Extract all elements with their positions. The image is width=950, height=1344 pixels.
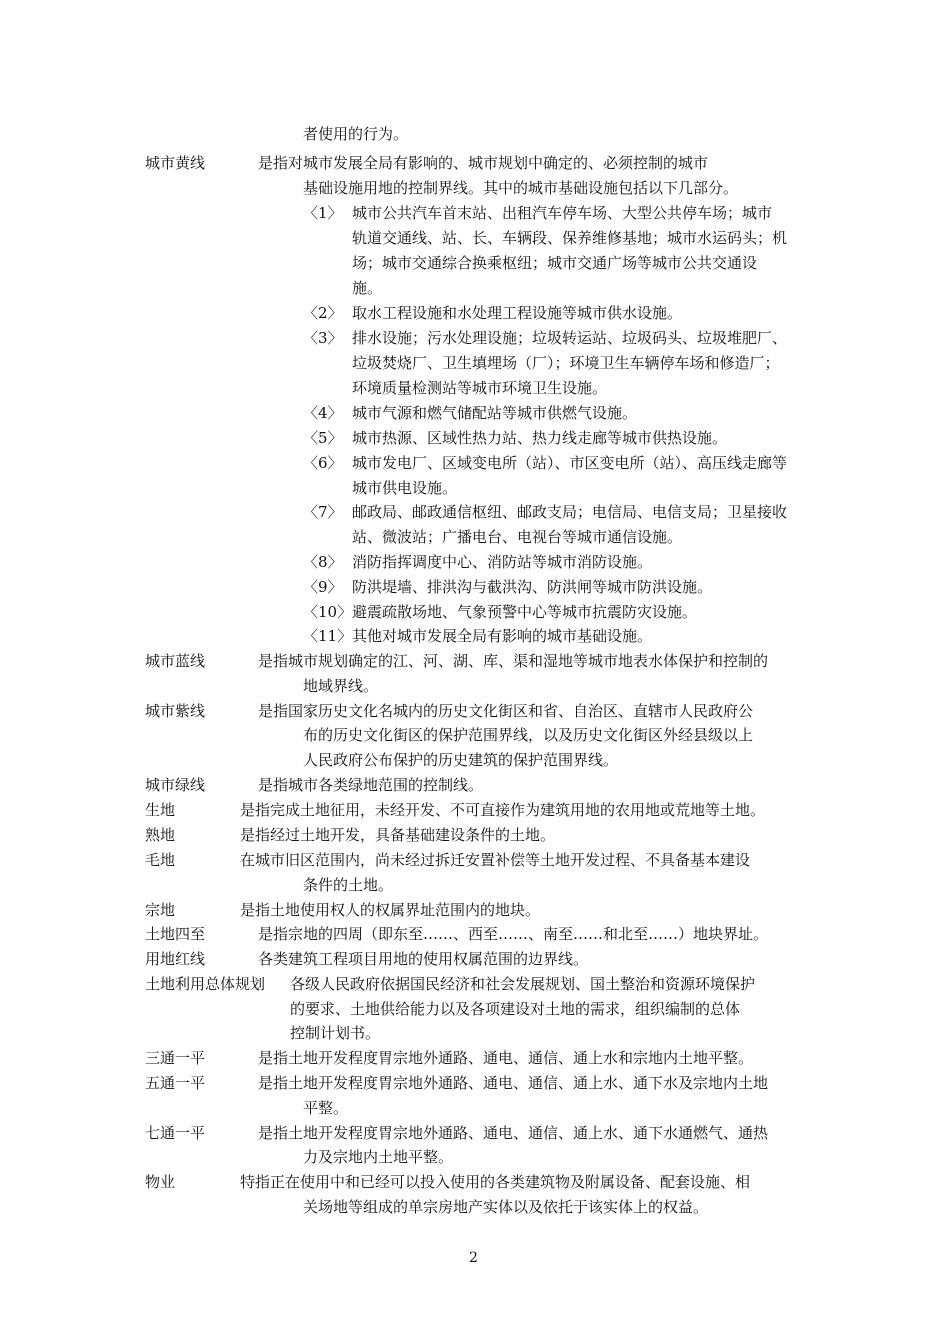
definition-line: 是指对城市发展全局有影响的、城市规划中确定的、必须控制的城市: [258, 154, 709, 172]
list-item-number: 〈4〉: [303, 404, 343, 422]
term-label: 毛地: [145, 851, 176, 869]
definition-line: 力及宗地内土地平整。: [303, 1148, 454, 1166]
term-label: 物业: [145, 1173, 176, 1191]
definition-line: 平整。: [303, 1099, 349, 1117]
definition-line: 各类建筑工程项目用地的使用权属范围的边界线。: [258, 950, 589, 968]
page-number: 2: [469, 1250, 478, 1266]
definition-line: 是指土地开发程度胃宗地外通路、通电、通信、通上水和宗地内土地平整。: [258, 1049, 754, 1067]
definition-line: 是指土地开发程度胃宗地外通路、通电、通信、通上水、通下水通燃气、通热: [258, 1124, 769, 1142]
definition-line: 是指宗地的四周（即东至……、西至……、南至……和北至……）地块界址。: [258, 925, 769, 943]
list-item-line: 取水工程设施和水处理工程设施等城市供水设施。: [352, 304, 683, 322]
list-item-number: 〈3〉: [303, 329, 343, 347]
list-item-number: 〈9〉: [303, 578, 343, 596]
definition-line: 是指城市规划确定的江、河、湖、库、渠和湿地等城市地表水体保护和控制的: [258, 652, 769, 670]
definition-line: 是指土地使用权人的权属界址范围内的地块。: [240, 901, 541, 919]
definition-line: 是指城市各类绿地范围的控制线。: [258, 776, 484, 794]
list-item-line: 城市供电设施。: [352, 479, 458, 497]
term-label: 用地红线: [145, 950, 206, 968]
list-item-line: 站、微波站；广播电台、电视台等城市通信设施。: [352, 528, 683, 546]
list-item-number: 〈1〉: [303, 204, 343, 222]
definition-line: 是指经过土地开发，具备基础建设条件的土地。: [240, 826, 556, 844]
term-label: 城市蓝线: [145, 652, 206, 670]
definition-line: 的要求、土地供给能力以及各项建设对土地的需求，组织编制的总体: [290, 1000, 741, 1018]
term-label: 生地: [145, 801, 176, 819]
definition-line: 人民政府公布保护的历史建筑的保护范围界线。: [303, 751, 619, 769]
list-item-line: 城市公共汽车首末站、出租汽车停车场、大型公共停车场；城市: [352, 204, 773, 222]
list-item-number: 〈5〉: [303, 429, 343, 447]
list-item-line: 施。: [352, 279, 383, 297]
list-item-number: 〈8〉: [303, 553, 343, 571]
definition-line: 特指正在使用中和已经可以投入使用的各类建筑物及附属设备、配套设施、相: [240, 1173, 751, 1191]
list-item-line: 城市气源和燃气储配站等城市供燃气设施。: [352, 404, 638, 422]
definition-line: 是指国家历史文化名城内的历史文化街区和省、自治区、直辖市人民政府公: [258, 702, 754, 720]
definition-line: 是指完成土地征用，未经开发、不可直接作为建筑用地的农用地或荒地等土地。: [240, 801, 766, 819]
list-item-line: 城市发电厂、区域变电所（站）、市区变电所（站）、高压线走廊等: [352, 454, 788, 472]
definition-line: 关场地等组成的单宗房地产实体以及依托于该实体上的权益。: [303, 1198, 709, 1216]
list-item-number: 〈7〉: [303, 503, 343, 521]
term-label: 土地四至: [145, 925, 206, 943]
list-item-line: 避震疏散场地、气象预警中心等城市抗震防灾设施。: [352, 603, 698, 621]
term-label: 宗地: [145, 901, 176, 919]
term-label: 城市绿线: [145, 776, 206, 794]
term-label: 城市黄线: [145, 154, 206, 172]
list-item-line: 邮政局、邮政通信枢纽、邮政支局；电信局、电信支局；卫星接收: [352, 503, 788, 521]
term-label: 五通一平: [145, 1074, 206, 1092]
list-item-line: 场；城市交通综合换乘枢纽；城市交通广场等城市公共交通设: [352, 254, 758, 272]
list-item-number: 〈2〉: [303, 304, 343, 322]
definition-line: 地域界线。: [303, 677, 379, 695]
term-label: 土地利用总体规划: [145, 975, 266, 993]
definition-line: 基础设施用地的控制界线。其中的城市基础设施包括以下几部分。: [303, 179, 739, 197]
list-item-number: 〈11〉: [303, 627, 353, 645]
definition-line: 是指土地开发程度胃宗地外通路、通电、通信、通上水、通下水及宗地内土地: [258, 1074, 769, 1092]
term-label: 三通一平: [145, 1049, 206, 1067]
list-item-line: 轨道交通线、站、长、车辆段、保养维修基地；城市水运码头；机: [352, 229, 788, 247]
list-item-line: 环境质量检测站等城市环境卫生设施。: [352, 379, 608, 397]
term-label: 城市紫线: [145, 702, 206, 720]
list-item-line: 消防指挥调度中心、消防站等城市消防设施。: [352, 553, 653, 571]
term-label: 七通一平: [145, 1124, 206, 1142]
list-item-number: 〈10〉: [303, 603, 353, 621]
definition-line: 控制计划书。: [290, 1024, 381, 1042]
list-item-line: 城市热源、区域性热力站、热力线走廊等城市供热设施。: [352, 429, 728, 447]
definition-line: 布的历史文化街区的保护范围界线，以及历史文化街区外经县级以上: [303, 726, 754, 744]
definition-line: 在城市旧区范围内，尚未经过拆迁安置补偿等土地开发过程、不具备基本建设: [240, 851, 751, 869]
list-item-line: 排水设施；污水处理设施；垃圾转运站、垃圾码头、垃圾堆肥厂、: [352, 329, 788, 347]
list-item-number: 〈6〉: [303, 454, 343, 472]
term-label: 熟地: [145, 826, 176, 844]
definition-line: 条件的土地。: [303, 876, 394, 894]
definition-line: 各级人民政府依据国民经济和社会发展规划、国土整治和资源环境保护: [290, 975, 756, 993]
list-item-line: 其他对城市发展全局有影响的城市基础设施。: [352, 627, 653, 645]
continuation-text: 者使用的行为。: [303, 125, 409, 143]
list-item-line: 防洪堤墙、排洪沟与截洪沟、防洪闸等城市防洪设施。: [352, 578, 713, 596]
list-item-line: 垃圾焚烧厂、卫生填埋场（厂）；环境卫生车辆停车场和修造厂；: [352, 354, 780, 372]
